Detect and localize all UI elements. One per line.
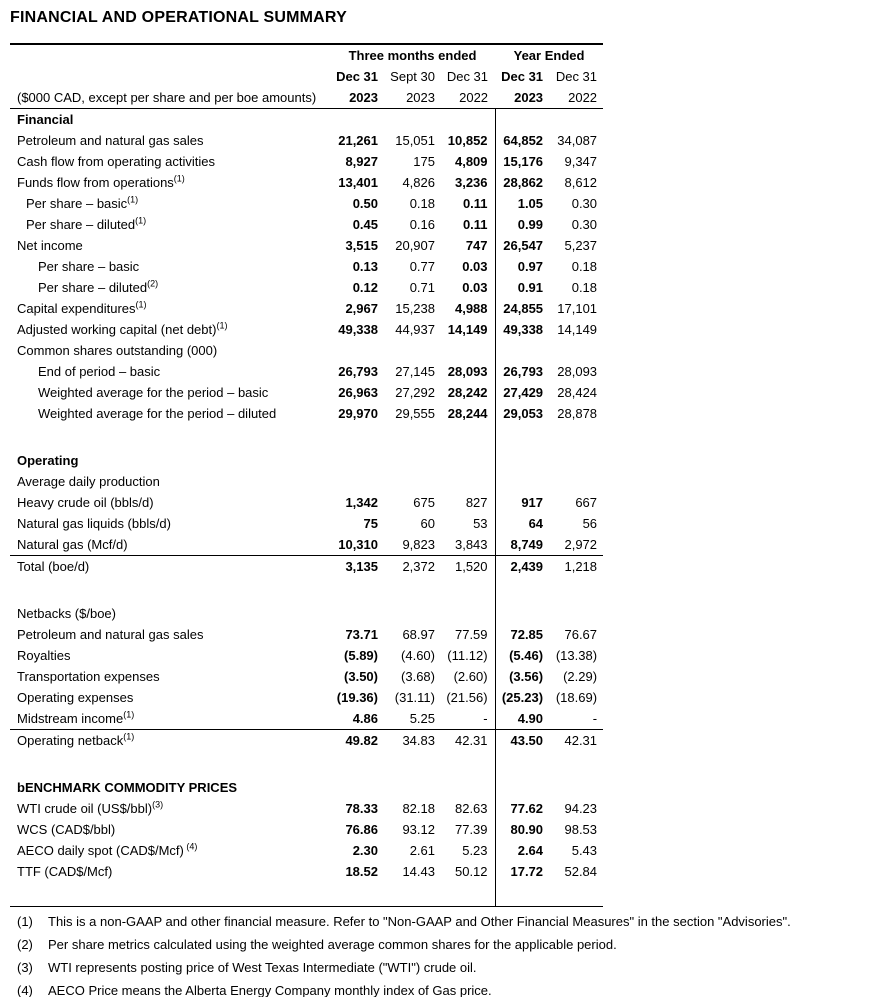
group-header-year-ended: Year Ended [513,48,585,63]
col-header-year: 2023 [378,87,435,109]
value-cell [543,450,603,471]
section-row [10,450,603,471]
value-cell: 28,424 [557,385,598,400]
row-label: Adjusted working capital (net debt)$^{(1)}$ [17,320,228,337]
row-label: Royalties [17,648,71,663]
column-group-row [10,44,603,66]
value-cell: 2,372 [402,559,435,574]
row-label: Midstream income$^{(1)}$ [10,708,330,730]
value-cell: 0.91 [495,277,543,298]
value-cell: 4.90 [495,708,543,730]
value-cell: (31.11) [394,690,435,705]
footnote [10,956,886,979]
footnote-text: AECO Price means the Alberta Energy Company monthly index of Gas price. [48,983,492,997]
value-cell: 77.39 [454,822,488,837]
value-cell: 5.23 [462,843,488,858]
value-cell: - [543,708,603,730]
table-header [10,44,603,109]
value-cell: 72.85 [495,624,543,645]
value-cell [378,340,435,361]
value-cell: 2.61 [409,843,435,858]
table-row [10,319,603,340]
value-cell: 64,852 [495,130,543,151]
value-cell [330,777,378,798]
value-cell: (13.38) [555,648,598,663]
value-cell: 3,236 [454,175,488,190]
footnote [10,933,886,956]
col-header-month: Dec 31 [501,69,544,84]
value-cell: 3,135 [345,559,378,574]
row-label: Average daily production [17,474,160,489]
row-label: Net income [17,238,83,253]
value-cell: 13,401 [338,175,378,190]
value-cell [543,340,603,361]
value-cell [435,340,495,361]
value-cell: 0.03 [462,280,488,295]
table-row [10,193,603,214]
value-cell: 0.18 [571,259,598,274]
row-label [10,424,330,450]
value-cell: 0.50 [352,196,378,211]
value-cell [495,603,543,624]
value-cell: (3.50) [344,669,378,684]
value-cell: 26,793 [338,364,378,379]
group-header-three-months: Three months ended [348,48,477,63]
value-cell [330,603,378,624]
row-label: Natural gas liquids (bbls/d) [17,516,171,531]
table-row [10,277,603,298]
col-header-month: Dec 31 [555,69,598,84]
value-cell: 75 [363,516,378,531]
value-cell: 1,342 [345,495,378,510]
value-cell [330,751,378,777]
value-cell [543,109,603,131]
value-cell: 15,051 [395,133,435,148]
table-row [10,403,603,424]
value-cell [495,424,543,450]
value-cell: 94.23 [564,801,598,816]
value-cell: 27,292 [395,385,435,400]
value-cell [435,777,495,798]
value-cell [330,450,378,471]
row-label: Weighted average for the period – diluted [38,406,277,421]
row-label: Per share – basic [38,259,140,274]
empty-header-cell [10,44,330,66]
value-cell: 0.18 [571,280,598,295]
value-cell: 28,242 [447,385,488,400]
value-cell: 28,862 [495,172,543,193]
value-cell: 0.30 [571,217,598,232]
value-cell: 15,238 [395,301,435,316]
value-cell: 80.90 [495,819,543,840]
value-cell: (25.23) [495,687,543,708]
value-cell: 77.62 [495,798,543,819]
table-row [10,256,603,277]
table-row [10,298,603,319]
row-label: Operating [17,453,79,468]
value-cell: 21,261 [338,133,378,148]
table-row [10,861,603,882]
value-cell [330,882,378,906]
row-label: Petroleum and natural gas sales [17,627,204,642]
table-row [10,624,603,645]
spacer-row [10,882,603,906]
value-cell [378,109,435,131]
value-cell: 10,852 [447,133,488,148]
row-label: Operating netback$^{(1)}$ [17,731,135,748]
value-cell: 50.12 [454,864,488,879]
value-cell: 60 [420,516,435,531]
col-header-year: 2022 [543,87,603,109]
value-cell: 82.18 [402,801,435,816]
row-label: TTF (CAD$/Mcf) [17,864,113,879]
table-body [10,109,603,907]
value-cell: 29,970 [338,406,378,421]
value-cell: 52.84 [564,864,598,879]
value-cell: 4,988 [454,301,488,316]
value-cell [495,450,543,471]
value-cell: 43.50 [495,730,543,752]
value-cell: 0.97 [495,256,543,277]
footnote-number: (2) [17,937,33,952]
value-cell [543,751,603,777]
value-cell: 15,176 [495,151,543,172]
value-cell: 917 [495,492,543,513]
value-cell: 1,520 [454,559,488,574]
col-header-month: Dec 31 [336,69,378,84]
value-cell: 827 [465,495,488,510]
units-label: ($000 CAD, except per share and per boe amounts) [10,87,330,109]
value-cell [435,882,495,906]
value-cell [435,751,495,777]
value-cell: 0.13 [352,259,378,274]
table-row [10,361,603,382]
value-cell: (21.56) [446,690,488,705]
value-cell: 2.30 [352,843,378,858]
row-label: Funds flow from operations$^{(1)}$ [17,173,185,190]
value-cell: (2.60) [453,669,488,684]
value-cell [330,471,378,492]
value-cell: 26,547 [495,235,543,256]
row-label: WCS (CAD$/bbl) [17,822,116,837]
value-cell: 24,855 [495,298,543,319]
value-cell: 4,809 [454,154,488,169]
value-cell [330,109,378,131]
value-cell [495,777,543,798]
table-row [10,214,603,235]
value-cell: 0.77 [409,259,435,274]
value-cell: 3,843 [435,534,495,556]
value-cell: 93.12 [402,822,435,837]
table-row [10,556,603,578]
section-row [10,777,603,798]
row-label: Per share – diluted$^{(2)}$ [38,278,159,295]
row-label: Netbacks ($/boe) [17,606,116,621]
value-cell: 14,149 [557,322,598,337]
value-cell: 56 [582,516,598,531]
column-month-row [10,66,603,87]
value-cell: 667 [575,495,598,510]
value-cell: 10,310 [330,534,378,556]
value-cell: 0.71 [409,280,435,295]
row-label: Cash flow from operating activities [17,154,215,169]
value-cell [435,424,495,450]
value-cell: 0.18 [409,196,435,211]
value-cell: 8,927 [345,154,378,169]
value-cell: (4.60) [401,648,435,663]
row-label: Transportation expenses [17,669,160,684]
value-cell: 34,087 [557,133,598,148]
value-cell: 98.53 [564,822,598,837]
value-cell: 28,878 [557,406,598,421]
value-cell: 0.99 [495,214,543,235]
value-cell [543,882,603,906]
value-cell [495,882,543,906]
value-cell: 0.11 [462,196,488,211]
value-cell: 17,101 [557,301,598,316]
value-cell [543,603,603,624]
value-cell: 0.45 [352,217,378,232]
value-cell: 0.12 [352,280,378,295]
value-cell: 2,972 [543,534,603,556]
value-cell: 68.97 [402,627,435,642]
table-row [10,708,603,730]
value-cell [495,577,543,603]
value-cell [378,882,435,906]
value-cell [495,109,543,131]
table-row [10,513,603,534]
value-cell: 0.03 [462,259,488,274]
value-cell [543,471,603,492]
value-cell: 49,338 [495,319,543,340]
value-cell: 8,612 [564,175,598,190]
value-cell: 28,093 [557,364,598,379]
table-row [10,151,603,172]
value-cell: 8,749 [495,534,543,556]
footnote-number: (1) [17,914,33,929]
table-row [10,687,603,708]
value-cell: 53 [473,516,488,531]
value-cell: (5.46) [495,645,543,666]
col-header-year: 2023 [495,87,543,109]
table-row [10,471,603,492]
value-cell [378,424,435,450]
table-row [10,730,603,752]
value-cell: 5,237 [564,238,598,253]
column-year-row [10,87,603,109]
row-label [10,882,330,906]
financial-summary-table [10,43,603,907]
table-row [10,645,603,666]
value-cell: (2.29) [563,669,598,684]
table-row [10,235,603,256]
value-cell: 18.52 [345,864,378,879]
value-cell: 5.25 [378,708,435,730]
value-cell: 0.30 [571,196,598,211]
value-cell [378,471,435,492]
page-title: FINANCIAL AND OPERATIONAL SUMMARY [10,9,347,26]
value-cell: 675 [413,495,435,510]
value-cell: 44,937 [395,322,435,337]
row-label: Total (boe/d) [17,559,90,574]
value-cell: 78.33 [345,801,378,816]
value-cell [435,577,495,603]
footnote-text: This is a non-GAAP and other financial measure. Refer to "Non-GAAP and Other Financial Measures" in the section "Advisories". [48,914,791,929]
row-label: Financial [17,112,74,127]
footnote-text: WTI represents posting price of West Texas Intermediate ("WTI") crude oil. [48,960,477,975]
value-cell: 1.05 [495,193,543,214]
row-label: Weighted average for the period – basic [38,385,269,400]
row-label: AECO daily spot (CAD$/Mcf) $^{(4)}$ [17,841,198,858]
value-cell: (11.12) [447,648,488,663]
value-cell: 42.31 [564,733,598,748]
table-row [10,603,603,624]
value-cell: 5.43 [571,843,598,858]
value-cell: 9,823 [378,534,435,556]
table-row [10,534,603,556]
value-cell: 9,347 [564,154,598,169]
footnote [10,910,886,933]
value-cell [378,751,435,777]
row-label: Per share – basic$^{(1)}$ [26,194,139,211]
table-row [10,492,603,513]
value-cell [495,471,543,492]
row-label: WTI crude oil (US$/bbl)$^{(3)}$ [17,799,164,816]
value-cell: 27,145 [395,364,435,379]
row-label: Capital expenditures$^{(1)}$ [17,299,147,316]
value-cell: 49.82 [345,733,378,748]
value-cell [543,577,603,603]
value-cell: 27,429 [495,382,543,403]
value-cell [435,471,495,492]
value-cell: 17.72 [495,861,543,882]
value-cell [378,450,435,471]
value-cell [543,777,603,798]
col-header-month: Sept 30 [390,69,435,84]
section-row [10,109,603,131]
row-label: bENCHMARK COMMODITY PRICES [17,780,238,795]
value-cell: 4,826 [402,175,435,190]
table-row [10,666,603,687]
table-row [10,798,603,819]
row-label: Per share – diluted$^{(1)}$ [26,215,147,232]
value-cell [330,424,378,450]
value-cell: 73.71 [345,627,378,642]
value-cell [435,603,495,624]
table-row [10,819,603,840]
value-cell: 28,093 [447,364,488,379]
value-cell: 34.83 [402,733,435,748]
col-header-year: 2022 [435,87,495,109]
value-cell: 26,963 [338,385,378,400]
value-cell: 4.86 [330,708,378,730]
col-header-month: Dec 31 [446,69,489,84]
value-cell [378,577,435,603]
value-cell: 1,218 [564,559,598,574]
row-label: Common shares outstanding (000) [17,343,218,358]
spacer-row [10,751,603,777]
footnote-number: (4) [17,983,33,997]
value-cell: 20,907 [395,238,435,253]
table-row [10,130,603,151]
col-header-year: 2023 [330,87,378,109]
value-cell: 76.86 [345,822,378,837]
value-cell: 175 [413,154,435,169]
row-label: End of period – basic [38,364,161,379]
value-cell [378,777,435,798]
value-cell [495,340,543,361]
row-label: Natural gas (Mcf/d) [10,534,330,556]
value-cell: - [435,708,495,730]
value-cell: 2,967 [345,301,378,316]
value-cell: 747 [465,238,488,253]
value-cell [330,340,378,361]
footnote-number: (3) [17,960,33,975]
value-cell: 29,053 [495,403,543,424]
value-cell [495,751,543,777]
value-cell: 77.59 [454,627,488,642]
value-cell [378,603,435,624]
value-cell [330,577,378,603]
value-cell: 29,555 [395,406,435,421]
value-cell: (18.69) [555,690,598,705]
value-cell: 49,338 [338,322,378,337]
value-cell: 3,515 [345,238,378,253]
row-label [10,751,330,777]
value-cell: 42.31 [454,733,488,748]
spacer-row [10,577,603,603]
value-cell: 76.67 [564,627,598,642]
value-cell: (3.68) [401,669,435,684]
footnote [10,979,886,997]
row-label: Petroleum and natural gas sales [17,133,204,148]
footnotes [10,910,886,997]
table-row [10,840,603,861]
value-cell [543,424,603,450]
table-row [10,340,603,361]
value-cell: 64 [495,513,543,534]
row-label [10,577,330,603]
value-cell: 2.64 [495,840,543,861]
table-row [10,382,603,403]
value-cell: 0.11 [462,217,488,232]
footnote-text: Per share metrics calculated using the weighted average common shares for the applicable period. [48,937,617,952]
value-cell [435,109,495,131]
value-cell: 2,439 [495,556,543,578]
value-cell: 28,244 [447,406,488,421]
row-label: Operating expenses [17,690,134,705]
value-cell: (5.89) [344,648,378,663]
value-cell: (19.36) [336,690,378,705]
value-cell: 14.43 [402,864,435,879]
value-cell: 82.63 [454,801,488,816]
row-label: Heavy crude oil (bbls/d) [17,495,154,510]
value-cell [435,450,495,471]
table-row [10,172,603,193]
empty-header-cell [10,66,330,87]
value-cell: (3.56) [495,666,543,687]
value-cell: 0.16 [409,217,435,232]
value-cell: 26,793 [495,361,543,382]
spacer-row [10,424,603,450]
value-cell: 14,149 [447,322,488,337]
